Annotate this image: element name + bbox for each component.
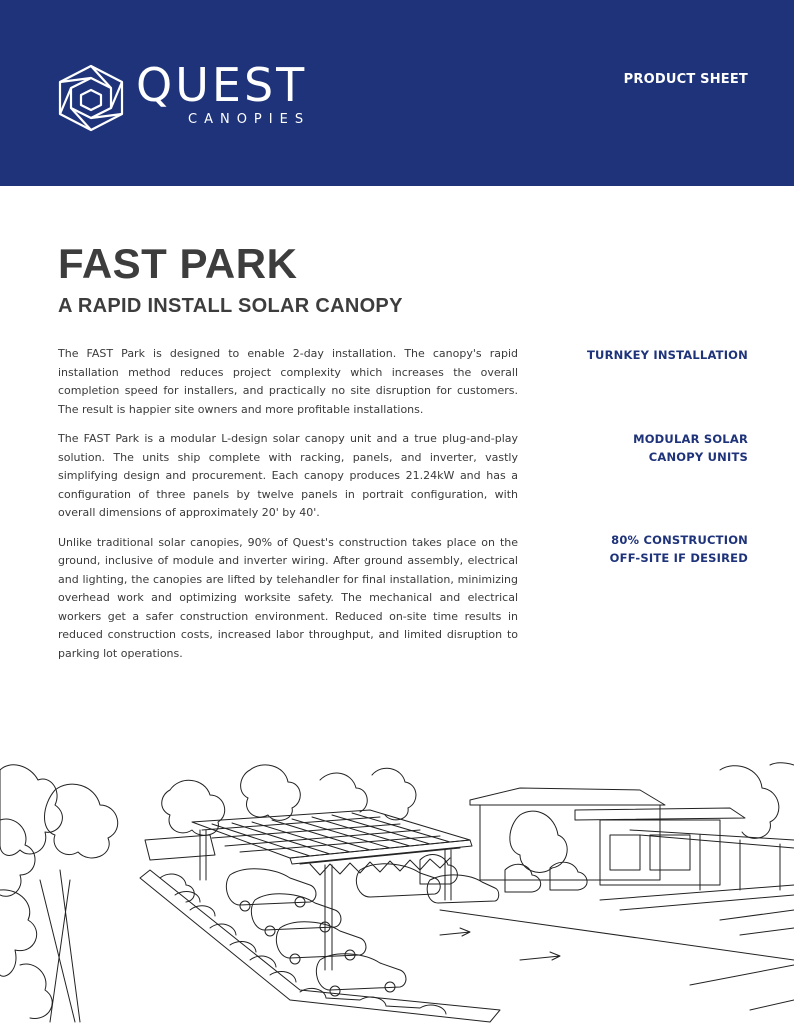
callout-line: MODULAR SOLAR [633, 432, 748, 446]
logo-subtitle: CANOPIES [188, 112, 311, 127]
body-text [58, 345, 518, 674]
quest-canopies-logo [56, 58, 316, 132]
page-subtitle: A RAPID INSTALL SOLAR CANOPY [58, 295, 403, 317]
callout-offsite [548, 531, 748, 567]
paragraph-installation: The FAST Park is designed to enable 2-day installation. The canopy's rapid installation method reduces project complexity which increases the overall completion speed for installers, and practically no site disruption for customers. The result is happier site owners and more profitable installations. [58, 347, 518, 416]
paragraph-construction: Unlike traditional solar canopies, 90% of Quest's construction takes place on the ground, inclusive of module and inverter wiring. After ground assembly, electrical and lighting, the canopies are lifted by telehandler for final installation, minimizing overhead work and optimizing worksite safety. The mechanical and electrical workers get a safer construction environment. Reduced on-site time results in reduced construction costs, increased labor throughput, and limited disruption to parking lot operations. [58, 535, 518, 660]
logo-wordmark: QUEST [136, 58, 308, 112]
callout-line: 80% CONSTRUCTION [611, 533, 748, 547]
paragraph-modular: The FAST Park is a modular L-design solar canopy unit and a true plug-and-play solution. The units ship complete with racking, panels, and inverter, vastly simplifying design and procurement. Each canopy produces 21.24kW and has a configuration of three panels by twelve panels in portrait configuration, with overall dimensions of approximately 20' by 40'. [58, 432, 518, 519]
callout-turnkey [548, 346, 748, 364]
callout-line: TURNKEY INSTALLATION [587, 348, 748, 362]
solar-canopy-illustration [0, 760, 794, 1024]
header-banner [0, 0, 794, 186]
callout-modular [548, 430, 748, 466]
callout-line: OFF-SITE IF DESIRED [609, 551, 748, 565]
callout-line: CANOPY UNITS [648, 450, 748, 464]
hexagon-aperture-icon [56, 64, 126, 132]
page-title: FAST PARK [58, 240, 298, 287]
product-sheet-label: PRODUCT SHEET [623, 72, 748, 87]
